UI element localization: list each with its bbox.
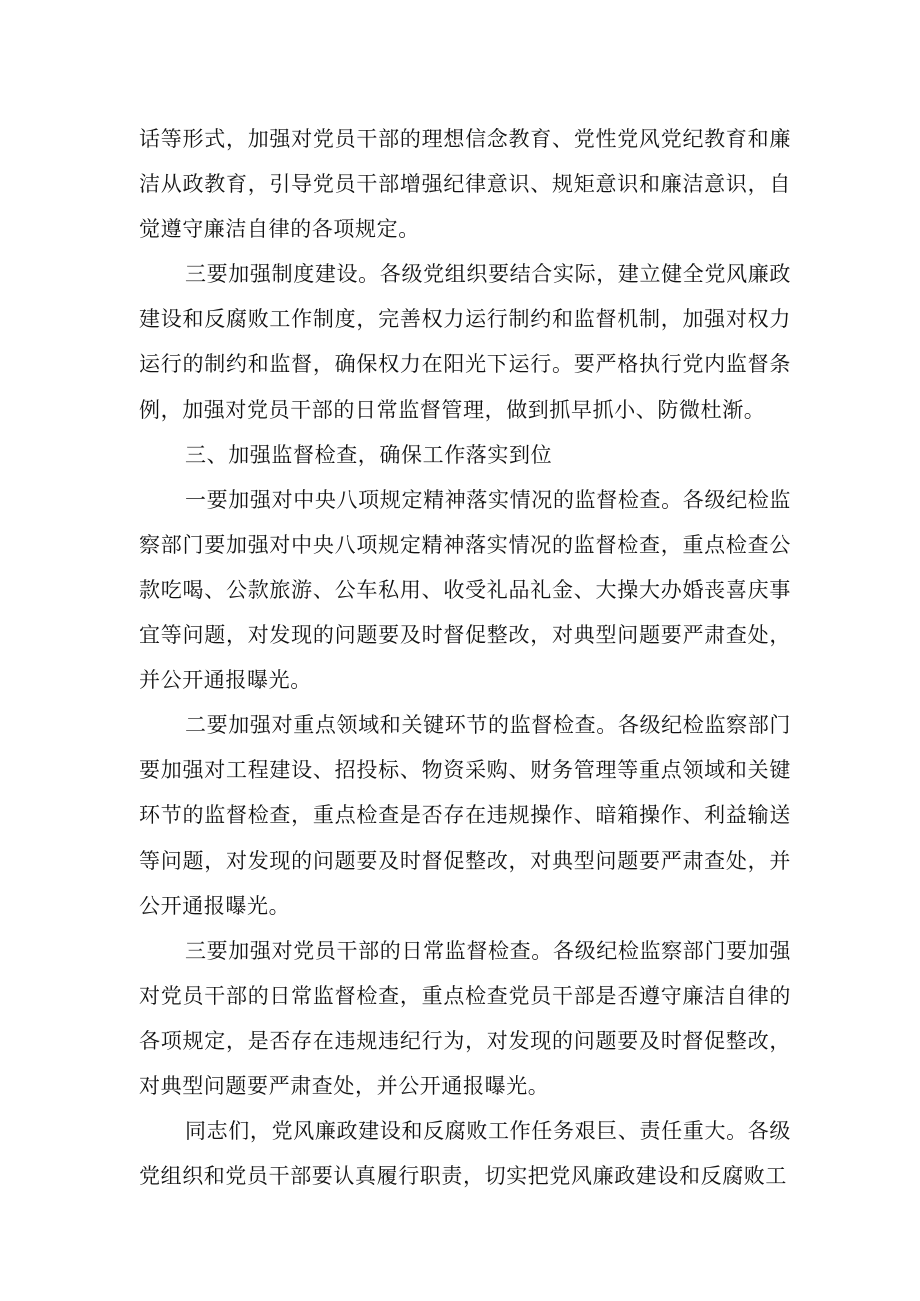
- section-heading-supervision: 三、加强监督检查，确保工作落实到位: [185, 442, 553, 467]
- paragraph-closing: 同志们，党风廉政建设和反腐败工作任务艰巨、责任重大。各级党组织和党员干部要认真履行职责，切实把党风廉政建设和反腐败工: [139, 1119, 791, 1189]
- paragraph-key-areas-supervision: 二要加强对重点领域和关键环节的监督检查。各级纪检监察部门要加强对工程建设、招投标、物资采购、财务管理等重点领域和关键环节的监督检查，重点检查是否存在违规操作、暗箱操作、利益输送等问题，对发现的问题要及时督促整改，对典型问题要严肃查处，并公开通报曝光。: [139, 713, 791, 918]
- document-body: [139, 117, 791, 1199]
- paragraph-daily-supervision: 三要加强对党员干部的日常监督检查。各级纪检监察部门要加强对党员干部的日常监督检查，重点检查党员干部是否遵守廉洁自律的各项规定，是否存在违规违纪行为，对发现的问题要及时督促整改，对典型问题要严肃查处，并公开通报曝光。: [139, 938, 791, 1098]
- paragraph-institution-building: 三要加强制度建设。各级党组织要结合实际，建立健全党风廉政建设和反腐败工作制度，完善权力运行制约和监督机制，加强对权力运行的制约和监督，确保权力在阳光下运行。要严格执行党内监督条例，加强对党员干部的日常监督管理，做到抓早抓小、防微杜渐。: [139, 262, 791, 422]
- paragraph-eight-rules-supervision: 一要加强对中央八项规定精神落实情况的监督检查。各级纪检监察部门要加强对中央八项规定精神落实情况的监督检查，重点检查公款吃喝、公款旅游、公车私用、收受礼品礼金、大操大办婚丧喜庆事宜等问题，对发现的问题要及时督促整改，对典型问题要严肃查处，并公开通报曝光。: [139, 487, 791, 693]
- paragraph-continuation: 话等形式，加强对党员干部的理想信念教育、党性党风党纪教育和廉洁从政教育，引导党员干部增强纪律意识、规矩意识和廉洁意识，自觉遵守廉洁自律的各项规定。: [139, 127, 791, 242]
